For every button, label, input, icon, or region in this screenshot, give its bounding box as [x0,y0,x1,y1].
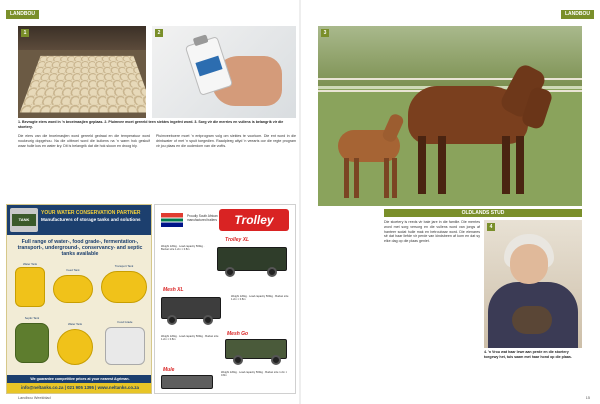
tank-image [57,329,93,365]
ad-headline: YOUR WATER CONSERVATION PARTNER [41,210,141,216]
south-africa-flag-icon [161,213,183,227]
ad-range-text: Full range of water-, food grade-, fermentation-, transport-, underground-, conservancy- and septic tanks available [17,239,143,258]
photo-number: 2 [155,29,163,37]
woman-face [510,244,548,284]
incubator-photo [18,26,146,118]
photo-caption: 1. Bevrugte eiers word in 'n broeimasjien geplaas. 2. Pluimvee moet gereeld teen siektes ingeënt word. 3. Sorg vir die merries en vullens is belangrik vir die stoetery. [18,120,284,129]
article-column: Die stoetery is reeds vir baie jare in die familie. Die merries word met sorg versorg en die vullens word van jongs af hanteer sodat hulle mak en betroubaar word. Die eienares sê dat haar liefde vir perde van kindsbeen af kom en dat sy elke dag op die plaas geniet. [384,220,480,244]
tank-label: Transport Tank [114,264,134,268]
trolley-advert [154,204,296,394]
ad-tagline: Proudly South African manufactured trailers [187,214,218,222]
trailer-spec: Weight 120kg · Load capacity 500kg · Bucket size 1.2m × 0.8m [161,335,219,342]
running-head-right: LANDBOU [561,10,594,19]
tank-label: Food Grade [117,320,133,324]
tank-label: Feed Tank [66,268,80,272]
trolley-logo: Trolley [219,209,289,231]
page-gutter [299,0,301,404]
egg-tray [20,56,146,113]
water-tank-advert [6,204,152,394]
vaccine-bottle [185,36,233,96]
tank-label: Water Tank [23,262,37,266]
article-column: Die eiers van die broeimasjien word gereeld gedraai en die temperatuur word noukeurig dopgehou. Na die uitbroei word die kuikens na 'n warm hok geskuif waar hulle kos en water kry. Dit is belangrik dat die hok skoon en droog bly. [18,134,150,148]
photo-number: 4 [487,223,495,231]
photo-number: 3 [321,29,329,37]
portrait-photo [484,220,582,348]
trailer-spec: Weight 120kg · Load capacity 500kg · Bucket size 1.2m × 0.8m [161,245,205,252]
page-number: 15 [585,396,590,400]
article-column: Pluimveeboere moet 'n entprogram volg om siektes te voorkom. Die ent word in die drinkwater of met 'n spuit toegedien. Raadpleeg altyd 'n veearts oor die regte program vir jou plaas en die ouderdom van die voëls. [156,134,296,148]
footer-magazine: Landbou Weekblad [18,396,51,400]
trailer-spec: Weight 120kg · Load capacity 500kg · Bucket size 1.2m × 0.8m [221,371,288,378]
model-name: Mesh XL [163,287,184,293]
tank-brand-logo: TANK [10,208,38,232]
ad-contact: info@neltanks.co.za | 021 905 1395 | www.neltanks.co.za [7,383,152,393]
tank-image [53,275,93,303]
trailer-spec: Weight 120kg · Load capacity 500kg · Bucket size 1.2m × 0.8m [231,295,289,302]
tank-label: Water Tank [68,322,82,326]
model-name: Mule [163,367,175,373]
photo-number: 1 [21,29,29,37]
ad-subheadline: Manufacturers of storage tanks and solutions [41,217,141,222]
running-head-left: LANDBOU [6,10,39,19]
horses-photo [318,26,582,206]
vaccine-photo [152,26,296,118]
dog [512,306,552,334]
tank-image [15,267,45,307]
photo-caption: 4. 'n Vrou wat haar lewe aan perde en die stoetery toegewy het, tuis saam met haar hond op die plaas. [484,350,572,359]
model-name: Trolley XL [225,237,250,243]
trailer-image [161,375,213,389]
ad-footer: We guarantee competitive prices at your nearest Agriman. [7,375,152,383]
tank-image [105,327,145,365]
article-heading: OLDLANDS STUD [384,209,582,217]
tank-image [15,323,49,363]
tank-label: Septic Tank [24,316,40,320]
tank-image [101,271,147,303]
model-name: Mesh Go [227,331,249,337]
